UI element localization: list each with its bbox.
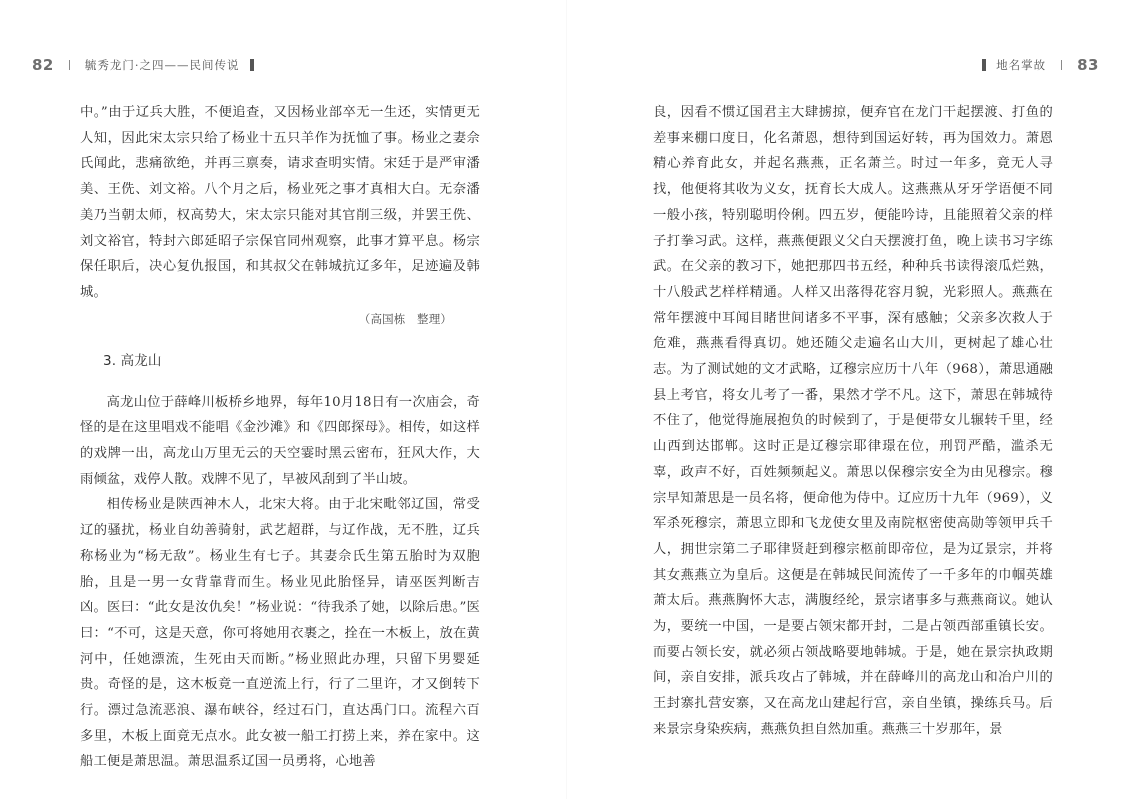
attribution-line: （高国栋 整理）	[358, 311, 452, 326]
header-divider	[1061, 60, 1062, 70]
body-paragraph: 相传杨业是陕西神木人，北宋大将。由于北宋毗邻辽国，常受辽的骚扰，杨业自幼善骑射，武艺超群，与辽作战，无不胜，辽兵称杨业为“杨无敌”。杨业生有七子。其妻佘氏生第五胎时为双胞胎，且是一男一女背靠背而生。杨业见此胎怪异，请巫医判断吉凶。医曰：“此女是汝仇矣！”杨业说：“待我杀了她，以除后患。”医曰：“不可，这是天意，你可将她用衣裹之，拴在一木板上，放在黄河中，任她漂流，生死由天而断。”杨业照此办理，只留下男婴延贵。奇怪的是，这木板竟一直逆流上行，行了二里许，才又倒转下行。漂过急流恶浪、瀑布峡谷，经过石门，直达禹门口。流程六百多里，木板上面竟无点水。此女被一船工打捞上来，养在家中。这船工便是萧思温。萧思温系辽国一员勇将，心地善	[80, 497, 480, 770]
header-bar-mark	[982, 59, 986, 71]
left-running-title: 毓秀龙门·之四——民间传说	[84, 58, 240, 72]
header-bar-mark	[250, 59, 254, 71]
right-running-title: 地名掌故	[996, 58, 1047, 72]
body-paragraph: 良，因看不惯辽国君主大肆掳掠，便弃官在龙门干起摆渡、打鱼的差事来棚口度日，化名萧恩，想待到国运好转，再为国效力。萧恩精心养育此女，并起名燕燕，正名萧兰。时过一年多，竟无人寻找，他便将其收为义女，抚育长大成人。这燕燕从牙牙学语便不同一般小孩，特别聪明伶俐。四五岁，便能吟诗，且能照着父亲的样子打拳习武。这样，燕燕便跟义父白天摆渡打鱼，晚上读书习字练武。在父亲的教习下，她把那四书五经，种种兵书读得滚瓜烂熟，十八般武艺样样精通。人样又出落得花容月貌，光彩照人。燕燕在常年摆渡中耳闻目睹世间诸多不平事，深有感触；父亲多次救人于危难，燕燕看得真切。她还随父走遍名山大川，更树起了雄心壮志。为了测试她的文才武略，辽穆宗应历十八年（968），萧思通融县上考官，将女儿考了一番，果然才学不凡。这下，萧思在韩城待不住了，他觉得施展抱负的时候到了，于是便带女儿辗转千里，经山西到达邯郸。这时正是辽穆宗耶律璟在位，刑罚严酷，滥杀无辜，政声不好，百姓频频起义。萧思以保穆宗安全为由见穆宗。穆宗早知萧思是一员名将，便命他为侍中。辽应历十九年（969），义军杀死穆宗，萧思立即和飞龙使女里及南院枢密使高勋等领甲兵千人，拥世宗第二子耶律贤赶到穆宗柩前即帝位，是为辽景宗，并将其女燕燕立为皇后。这便是在韩城民间流传了一千多年的巾帼英雄萧太后。燕燕胸怀大志，满腹经纶，景宗诸事多与燕燕商议。她认为，要统一中国，一是要占领宋都开封，二是占领西部重镇长安。而要占领长安，就必须占领战略要地韩城。于是，她在景宗执政期间，亲自安排，派兵攻占了韩城，并在薛峰川的高龙山和冶户川的王封寨扎营安寨，又在高龙山建起行宫，亲自坐镇，操练兵马。后来景宗身染疾病，燕燕负担自然加重。燕燕三十岁那年，景	[653, 105, 1053, 737]
right-page-body	[653, 100, 1053, 743]
left-page-body	[80, 100, 480, 775]
body-paragraph: 中。”由于辽兵大胜，不便追查，又因杨业部卒无一生还，实情更无人知，因此宋太宗只给了杨业十五只羊作为抚恤了事。杨业之妻佘氏闻此，悲痛欲绝，并再三禀奏，请求查明实情。宋廷于是严审潘美、王侁、刘文裕。八个月之后，杨业死之事才真相大白。无奈潘美乃当朝太师，权高势大，宋太宗只能对其官削三级，并罢王侁、刘文裕官，特封六郎延昭子宗保官同州观察，此事才算平息。杨宗保任职后，决心复仇报国，和其叔父在韩城抗辽多年，足迹遍及韩城。	[80, 105, 480, 300]
section-heading: 3. 高龙山	[103, 352, 162, 369]
right-page-number: 83	[1077, 56, 1099, 74]
left-page-number: 82	[32, 56, 54, 74]
page-gutter	[566, 0, 567, 799]
header-divider	[69, 60, 70, 70]
left-page-header	[32, 54, 264, 76]
right-page-header	[972, 54, 1099, 76]
body-paragraph: 高龙山位于薛峰川板桥乡地界，每年10月18日有一次庙会，奇怪的是在这里唱戏不能唱《金沙滩》和《四郎探母》。相传，如这样的戏牌一出，高龙山万里无云的天空霎时黑云密布，狂风大作，大雨倾盆，戏停人散。戏牌不见了，早被风刮到了半山坡。	[80, 394, 480, 487]
